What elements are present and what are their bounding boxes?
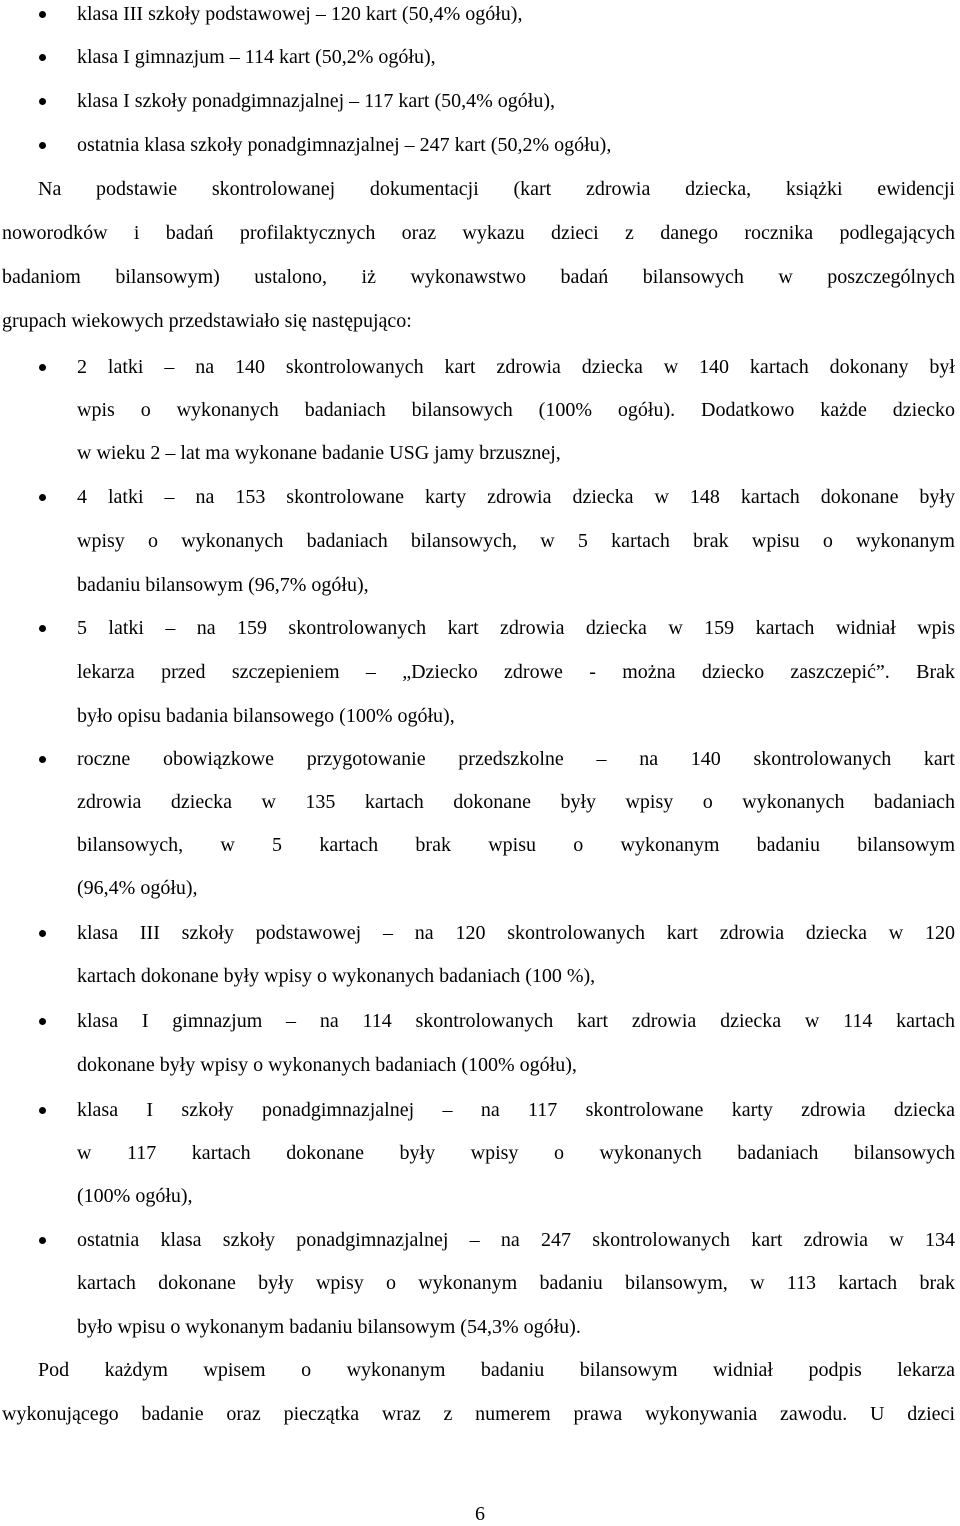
list-item-line: w 117 kartach dokonane były wpisy o wykonanych badaniach bilansowych — [77, 1142, 955, 1164]
list-item-line: 2 latki – na 140 skontrolowanych kart zdrowia dziecka w 140 kartach dokonany był — [77, 356, 955, 378]
list-item-line: (96,4% ogółu), — [77, 877, 198, 899]
list-item-line: 5 latki – na 159 skontrolowanych kart zdrowia dziecka w 159 kartach widniał wpis — [77, 617, 955, 639]
list-item-line: (100% ogółu), — [77, 1185, 193, 1207]
list-item-line: kartach dokonane były wpisy o wykonanych badaniach (100 %), — [77, 965, 596, 987]
paragraph-line: Na podstawie skontrolowanej dokumentacji (kart zdrowia dziecka, książki ewidencji — [38, 178, 955, 200]
list-item-line: badaniu bilansowym (96,7% ogółu), — [77, 574, 369, 596]
paragraph-line: noworodków i badań profilaktycznych oraz wykazu dzieci z danego rocznika podlegających — [2, 222, 955, 244]
bullet-icon — [39, 1107, 46, 1114]
bullet-icon — [39, 98, 46, 105]
list-item-line: kartach dokonane były wpisy o wykonanym badaniu bilansowym, w 113 kartach brak — [77, 1272, 955, 1294]
page-number: 6 — [475, 1503, 485, 1525]
list-item-line: w wieku 2 – lat ma wykonane badanie USG jamy brzusznej, — [77, 442, 561, 464]
list-item-line: 4 latki – na 153 skontrolowane karty zdrowia dziecka w 148 kartach dokonane były — [77, 486, 955, 508]
list-item-line: bilansowych, w 5 kartach brak wpisu o wykonanym badaniu bilansowym — [77, 834, 955, 856]
list-item-line: klasa I szkoły ponadgimnazjalnej – na 117 skontrolowane karty zdrowia dziecka — [77, 1099, 955, 1121]
paragraph-line: Pod każdym wpisem o wykonanym badaniu bilansowym widniał podpis lekarza — [38, 1359, 955, 1381]
list-item-text: ostatnia klasa szkoły ponadgimnazjalnej – 247 kart (50,2% ogółu), — [77, 134, 612, 156]
bullet-icon — [39, 625, 46, 632]
list-item-text: klasa I szkoły ponadgimnazjalnej – 117 kart (50,4% ogółu), — [77, 90, 556, 112]
bullet-icon — [39, 1018, 46, 1025]
paragraph-line: wykonującego badanie oraz pieczątka wraz z numerem prawa wykonywania zawodu. U dzieci — [2, 1403, 955, 1425]
list-item-line: wpisy o wykonanych badaniach bilansowych, w 5 kartach brak wpisu o wykonanym — [77, 530, 955, 552]
list-item-line: było opisu badania bilansowego (100% ogółu), — [77, 705, 455, 727]
list-item-line: zdrowia dziecka w 135 kartach dokonane były wpisy o wykonanych badaniach — [77, 791, 955, 813]
bullet-icon — [39, 1237, 46, 1244]
list-item-line: dokonane były wpisy o wykonanych badaniach (100% ogółu), — [77, 1054, 577, 1076]
list-item-text: klasa I gimnazjum – 114 kart (50,2% ogółu), — [77, 46, 436, 68]
bullet-icon — [39, 11, 46, 18]
list-item-line: klasa III szkoły podstawowej – na 120 skontrolowanych kart zdrowia dziecka w 120 — [77, 922, 955, 944]
list-item-line: lekarza przed szczepieniem – „Dziecko zdrowe - można dziecko zaszczepić”. Brak — [77, 661, 955, 683]
list-item-line: roczne obowiązkowe przygotowanie przedszkolne – na 140 skontrolowanych kart — [77, 748, 955, 770]
bullet-icon — [39, 494, 46, 501]
paragraph-line: badaniom bilansowym) ustalono, iż wykonawstwo badań bilansowych w poszczególnych — [2, 266, 955, 288]
paragraph-line: grupach wiekowych przedstawiało się następująco: — [2, 310, 412, 332]
list-item-line: było wpisu o wykonanym badaniu bilansowym (54,3% ogółu). — [77, 1316, 581, 1338]
bullet-icon — [39, 54, 46, 61]
list-item-text: klasa III szkoły podstawowej – 120 kart (50,4% ogółu), — [77, 3, 523, 25]
list-item-line: wpis o wykonanych badaniach bilansowych (100% ogółu). Dodatkowo każde dziecko — [77, 399, 955, 421]
bullet-icon — [39, 142, 46, 149]
list-item-line: klasa I gimnazjum – na 114 skontrolowanych kart zdrowia dziecka w 114 kartach — [77, 1010, 955, 1032]
bullet-icon — [39, 364, 46, 371]
bullet-icon — [39, 930, 46, 937]
list-item-line: ostatnia klasa szkoły ponadgimnazjalnej – na 247 skontrolowanych kart zdrowia w 134 — [77, 1229, 955, 1251]
bullet-icon — [39, 756, 46, 763]
